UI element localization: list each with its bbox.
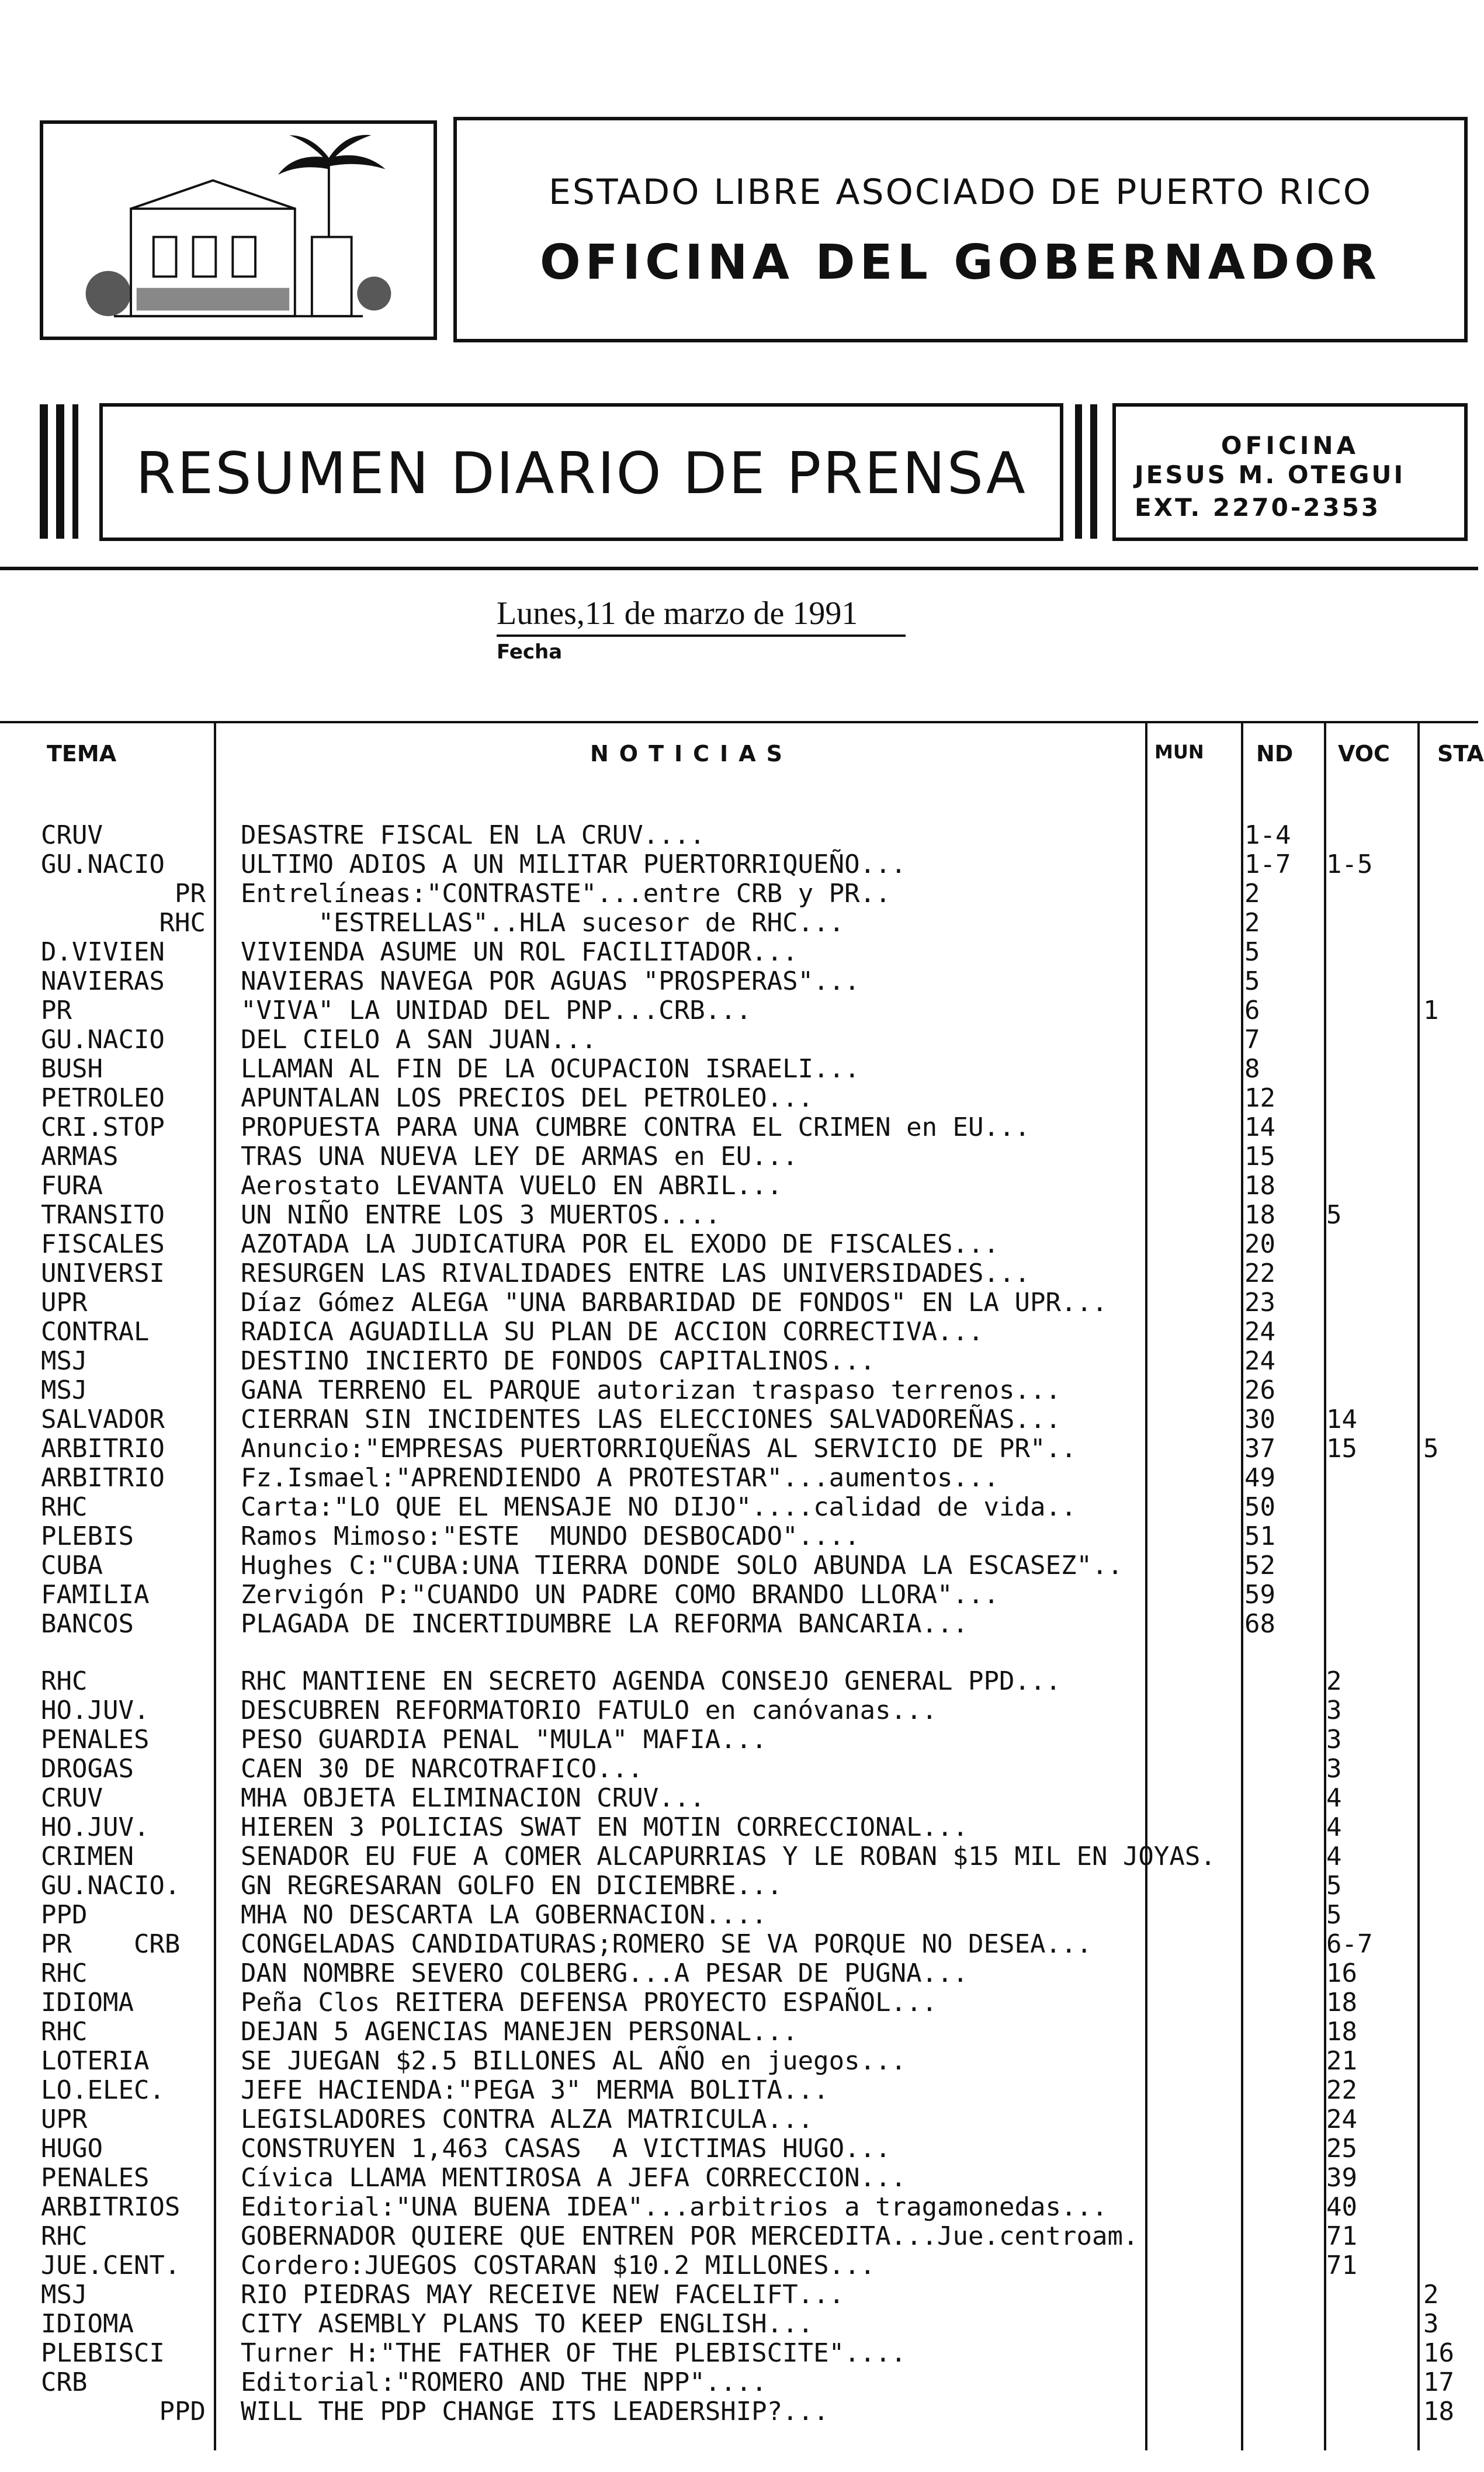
row-tema: D.VIVIEN: [41, 937, 165, 967]
table-row: [0, 1084, 1478, 1113]
row-voc: 6-7: [1326, 1929, 1373, 1959]
row-voc: 40: [1326, 2192, 1357, 2222]
row-noticia: PLAGADA DE INCERTIDUMBRE LA REFORMA BANCARIA...: [241, 1609, 969, 1639]
row-tema: UPR: [41, 2105, 88, 2134]
table-row: [0, 2134, 1478, 2164]
row-tema: CUBA: [41, 1551, 103, 1580]
table-row: [0, 850, 1478, 879]
table-row: [0, 1025, 1478, 1055]
row-noticia: CIERRAN SIN INCIDENTES LAS ELECCIONES SALVADOREÑAS...: [241, 1405, 1061, 1434]
table-row: [0, 1755, 1478, 1784]
row-nd: 30: [1244, 1405, 1275, 1434]
row-tema: HO.JUV.: [41, 1812, 150, 1842]
row-nd: 8: [1244, 1054, 1260, 1084]
office-extension: EXT. 2270-2353: [1135, 493, 1381, 522]
row-noticia: Zervigón P:"CUANDO UN PADRE COMO BRANDO LLORA"...: [241, 1580, 1000, 1610]
row-tema: PPD: [159, 2397, 206, 2426]
row-tema: SALVADOR: [41, 1405, 165, 1434]
table-row: [0, 1842, 1478, 1871]
row-noticia: Aerostato LEVANTA VUELO EN ABRIL...: [241, 1171, 783, 1201]
row-nd: 2: [1244, 908, 1260, 938]
row-tema: FURA: [41, 1171, 103, 1201]
row-noticia: Cordero:JUEGOS COSTARAN $10.2 MILLONES...: [241, 2251, 876, 2280]
row-noticia: RIO PIEDRAS MAY RECEIVE NEW FACELIFT...: [241, 2280, 845, 2310]
row-tema: PR CRB: [41, 1929, 181, 1959]
row-voc: 24: [1326, 2105, 1357, 2134]
row-tema: BANCOS: [41, 1609, 134, 1639]
row-voc: 39: [1326, 2163, 1357, 2193]
row-tema: LOTERIA: [41, 2046, 150, 2076]
table-row: [0, 1347, 1478, 1376]
row-tema: JUE.CENT.: [41, 2251, 181, 2280]
row-tema: UPR: [41, 1288, 88, 1318]
letterhead-box: [453, 117, 1468, 342]
row-tema: CRI.STOP: [41, 1112, 165, 1142]
row-tema: RHC: [41, 1958, 88, 1988]
decorative-bar: [40, 404, 48, 539]
row-nd: 37: [1244, 1434, 1275, 1464]
row-voc: 21: [1326, 2046, 1357, 2076]
column-header-nd: ND: [1256, 741, 1294, 767]
table-row: [0, 1405, 1478, 1434]
row-tema: RHC: [159, 908, 206, 938]
row-noticia: CITY ASEMBLY PLANS TO KEEP ENGLISH...: [241, 2309, 814, 2339]
state-name: ESTADO LIBRE ASOCIADO DE PUERTO RICO: [549, 172, 1372, 213]
row-tema: CRUV: [41, 820, 103, 850]
row-tema: PR: [41, 996, 72, 1025]
row-noticia: DEJAN 5 AGENCIAS MANEJEN PERSONAL...: [241, 2017, 798, 2047]
table-row: [0, 2280, 1478, 2310]
table-row: [0, 2047, 1478, 2076]
table-row: [0, 2251, 1478, 2280]
row-tema: CONTRAL: [41, 1317, 150, 1347]
row-voc: 3: [1326, 1725, 1342, 1755]
row-nd: 15: [1244, 1142, 1275, 1171]
decorative-bar: [1075, 404, 1082, 539]
table-row: [0, 1434, 1478, 1464]
date-label: Fecha: [497, 640, 563, 664]
row-nd: 5: [1244, 966, 1260, 996]
row-noticia: Editorial:"ROMERO AND THE NPP"....: [241, 2367, 767, 2397]
row-tema: IDIOMA: [41, 1988, 134, 2017]
office-label: OFICINA: [1221, 431, 1360, 460]
row-tema: PPD: [41, 1900, 88, 1930]
row-tema: ARMAS: [41, 1142, 119, 1171]
row-noticia: MHA NO DESCARTA LA GOBERNACION....: [241, 1900, 767, 1930]
row-noticia: DESTINO INCIERTO DE FONDOS CAPITALINOS...: [241, 1346, 876, 1376]
row-noticia: VIVIENDA ASUME UN ROL FACILITADOR...: [241, 937, 798, 967]
row-tema: MSJ: [41, 2280, 88, 2310]
table-header-rule: [0, 721, 1478, 723]
row-nd: 49: [1244, 1463, 1275, 1493]
row-nd: 52: [1244, 1551, 1275, 1580]
row-noticia: PROPUESTA PARA UNA CUMBRE CONTRA EL CRIMEN en EU...: [241, 1112, 1031, 1142]
row-tema: MSJ: [41, 1375, 88, 1405]
row-noticia: CONGELADAS CANDIDATURAS;ROMERO SE VA PORQUE NO DESEA...: [241, 1929, 1092, 1959]
row-noticia: CONSTRUYEN 1,463 CASAS A VICTIMAS HUGO...: [241, 2134, 891, 2164]
row-sta: 17: [1423, 2367, 1454, 2397]
row-tema: FISCALES: [41, 1229, 165, 1259]
row-noticia: GANA TERRENO EL PARQUE autorizan traspaso terrenos...: [241, 1375, 1061, 1405]
table-row: [0, 821, 1478, 850]
table-row: [0, 1522, 1478, 1551]
table-row: [0, 1230, 1478, 1259]
table-row: [0, 909, 1478, 938]
row-voc: 71: [1326, 2221, 1357, 2251]
office-contact-box: [1112, 403, 1468, 541]
table-row: [0, 1288, 1478, 1318]
report-title-box: [99, 403, 1063, 541]
table-row: [0, 2193, 1478, 2222]
row-tema: CRB: [41, 2367, 88, 2397]
row-nd: 51: [1244, 1521, 1275, 1551]
row-noticia: Peña Clos REITERA DEFENSA PROYECTO ESPAÑOL...: [241, 1988, 938, 2017]
row-sta: 1: [1423, 996, 1439, 1025]
row-tema: BUSH: [41, 1054, 103, 1084]
row-tema: TRANSITO: [41, 1200, 165, 1230]
office-name: OFICINA DEL GOBERNADOR: [539, 235, 1382, 290]
row-noticia: GOBERNADOR QUIERE QUE ENTREN POR MERCEDITA...Jue.centroam.: [241, 2221, 1139, 2251]
row-tema: CRUV: [41, 1783, 103, 1813]
row-noticia: DESCUBREN REFORMATORIO FATULO en canóvanas...: [241, 1696, 938, 1725]
table-row: [0, 1901, 1478, 1930]
date-underline: [497, 635, 906, 637]
table-row: [0, 1580, 1478, 1610]
row-tema: RHC: [41, 1666, 88, 1696]
table-row: [0, 938, 1478, 967]
row-noticia: ULTIMO ADIOS A UN MILITAR PUERTORRIQUEÑO...: [241, 850, 907, 879]
row-nd: 18: [1244, 1171, 1275, 1201]
table-row: [0, 1813, 1478, 1842]
decorative-bar: [1090, 404, 1097, 539]
row-noticia: Cívica LLAMA MENTIROSA A JEFA CORRECCION...: [241, 2163, 907, 2193]
table-row: [0, 879, 1478, 909]
table-row: [0, 996, 1478, 1025]
table-row: [0, 1113, 1478, 1142]
row-tema: PENALES: [41, 1725, 150, 1755]
row-noticia: DESASTRE FISCAL EN LA CRUV....: [241, 820, 705, 850]
row-voc: 5: [1326, 1871, 1342, 1901]
row-voc: 22: [1326, 2075, 1357, 2105]
table-row: [0, 1871, 1478, 1901]
row-sta: 3: [1423, 2309, 1439, 2339]
row-tema: LO.ELEC.: [41, 2075, 165, 2105]
table-row: [0, 1259, 1478, 1288]
table-row: [0, 1667, 1478, 1696]
table-row: [0, 2017, 1478, 2047]
row-voc: 71: [1326, 2251, 1357, 2280]
row-voc: 14: [1326, 1405, 1357, 1434]
row-voc: 2: [1326, 1666, 1342, 1696]
table-row: [0, 1055, 1478, 1084]
row-nd: 12: [1244, 1083, 1275, 1113]
row-noticia: LLAMAN AL FIN DE LA OCUPACION ISRAELI...: [241, 1054, 860, 1084]
row-tema: CRIMEN: [41, 1842, 134, 1871]
table-row: [0, 1988, 1478, 2017]
decorative-bar: [56, 404, 64, 539]
row-tema: RHC: [41, 2017, 88, 2047]
row-tema: HUGO: [41, 2134, 103, 2164]
column-header-sta: STA: [1437, 741, 1484, 767]
row-tema: ARBITRIO: [41, 1463, 165, 1493]
row-tema: PENALES: [41, 2163, 150, 2193]
row-tema: PETROLEO: [41, 1083, 165, 1113]
table-row: [0, 1201, 1478, 1230]
table-row: [0, 1725, 1478, 1755]
row-noticia: Turner H:"THE FATHER OF THE PLEBISCITE"....: [241, 2338, 907, 2368]
row-tema: DROGAS: [41, 1754, 134, 1784]
row-nd: 20: [1244, 1229, 1275, 1259]
table-row: [0, 1551, 1478, 1580]
row-voc: 15: [1326, 1434, 1357, 1464]
row-voc: 4: [1326, 1783, 1342, 1813]
row-noticia: RESURGEN LAS RIVALIDADES ENTRE LAS UNIVERSIDADES...: [241, 1258, 1031, 1288]
table-row: [0, 1493, 1478, 1522]
table-row: [0, 1784, 1478, 1813]
row-noticia: Entrelíneas:"CONTRASTE"...entre CRB y PR..: [241, 879, 891, 909]
table-row: [0, 2310, 1478, 2339]
row-nd: 59: [1244, 1580, 1275, 1610]
table-row: [0, 2164, 1478, 2193]
row-nd: 22: [1244, 1258, 1275, 1288]
row-voc: 1-5: [1326, 850, 1373, 879]
row-noticia: SE JUEGAN $2.5 BILLONES AL AÑO en juegos...: [241, 2046, 907, 2076]
column-header-mun: MUN: [1154, 741, 1204, 763]
row-noticia: NAVIERAS NAVEGA POR AGUAS "PROSPERAS"...: [241, 966, 860, 996]
table-row: [0, 967, 1478, 996]
row-voc: 18: [1326, 1988, 1357, 2017]
row-tema: NAVIERAS: [41, 966, 165, 996]
row-noticia: DEL CIELO A SAN JUAN...: [241, 1025, 597, 1055]
decorative-bar: [72, 404, 78, 539]
row-noticia: APUNTALAN LOS PRECIOS DEL PETROLEO...: [241, 1083, 814, 1113]
row-noticia: JEFE HACIENDA:"PEGA 3" MERMA BOLITA...: [241, 2075, 829, 2105]
table-row: [0, 2105, 1478, 2134]
table-row: [0, 1171, 1478, 1201]
report-date: Lunes,11 de marzo de 1991: [497, 595, 858, 632]
row-noticia: Editorial:"UNA BUENA IDEA"...arbitrios a tragamonedas...: [241, 2192, 1108, 2222]
table-row: [0, 2397, 1478, 2426]
row-sta: 18: [1423, 2397, 1454, 2426]
table-row: [0, 2222, 1478, 2251]
table-row: [0, 1959, 1478, 1988]
row-voc: 25: [1326, 2134, 1357, 2164]
row-voc: 3: [1326, 1754, 1342, 1784]
row-nd: 18: [1244, 1200, 1275, 1230]
row-sta: 2: [1423, 2280, 1439, 2310]
table-row: [0, 1696, 1478, 1725]
row-voc: 5: [1326, 1200, 1342, 1230]
column-header-noticias: NOTICIAS: [590, 741, 793, 767]
row-nd: 7: [1244, 1025, 1260, 1055]
row-noticia: Díaz Gómez ALEGA "UNA BARBARIDAD DE FONDOS" EN LA UPR...: [241, 1288, 1108, 1318]
row-tema: FAMILIA: [41, 1580, 150, 1610]
row-voc: 3: [1326, 1696, 1342, 1725]
row-tema: GU.NACIO: [41, 1025, 165, 1055]
row-nd: 26: [1244, 1375, 1275, 1405]
header-rule: [0, 567, 1478, 570]
row-nd: 6: [1244, 996, 1260, 1025]
governor-mansion-logo: [40, 120, 437, 340]
row-voc: 4: [1326, 1842, 1342, 1871]
row-noticia: LEGISLADORES CONTRA ALZA MATRICULA...: [241, 2105, 814, 2134]
row-nd: 24: [1244, 1317, 1275, 1347]
row-noticia: RADICA AGUADILLA SU PLAN DE ACCION CORRECTIVA...: [241, 1317, 984, 1347]
row-tema: GU.NACIO: [41, 850, 165, 879]
table-row: [0, 1464, 1478, 1493]
row-nd: 50: [1244, 1492, 1275, 1522]
row-noticia: CAEN 30 DE NARCOTRAFICO...: [241, 1754, 643, 1784]
table-row: [0, 1142, 1478, 1171]
table-row: [0, 1610, 1478, 1639]
row-noticia: "ESTRELLAS"..HLA sucesor de RHC...: [241, 908, 845, 938]
row-noticia: PESO GUARDIA PENAL "MULA" MAFIA...: [241, 1725, 767, 1755]
row-tema: PLEBISCI: [41, 2338, 165, 2368]
report-title: RESUMEN DIARIO DE PRENSA: [136, 441, 1027, 507]
row-noticia: GN REGRESARAN GOLFO EN DICIEMBRE...: [241, 1871, 783, 1901]
row-voc: 18: [1326, 2017, 1357, 2047]
row-tema: PR: [175, 879, 206, 909]
row-noticia: MHA OBJETA ELIMINACION CRUV...: [241, 1783, 705, 1813]
table-row: [0, 2339, 1478, 2368]
row-sta: 16: [1423, 2338, 1454, 2368]
row-tema: HO.JUV.: [41, 1696, 150, 1725]
row-noticia: UN NIÑO ENTRE LOS 3 MUERTOS....: [241, 1200, 721, 1230]
mansion-illustration: [43, 124, 434, 337]
row-tema: ARBITRIOS: [41, 2192, 181, 2222]
office-contact-name: JESUS M. OTEGUI: [1135, 460, 1406, 489]
row-noticia: Carta:"LO QUE EL MENSAJE NO DIJO"....calidad de vida..: [241, 1492, 1077, 1522]
row-voc: 16: [1326, 1958, 1357, 1988]
row-tema: GU.NACIO.: [41, 1871, 181, 1901]
row-noticia: "VIVA" LA UNIDAD DEL PNP...CRB...: [241, 996, 752, 1025]
row-tema: IDIOMA: [41, 2309, 134, 2339]
table-row: [0, 1376, 1478, 1405]
row-noticia: TRAS UNA NUEVA LEY DE ARMAS en EU...: [241, 1142, 798, 1171]
row-nd: 5: [1244, 937, 1260, 967]
row-noticia: Hughes C:"CUBA:UNA TIERRA DONDE SOLO ABUNDA LA ESCASEZ"..: [241, 1551, 1123, 1580]
row-nd: 68: [1244, 1609, 1275, 1639]
row-nd: 23: [1244, 1288, 1275, 1318]
row-voc: 4: [1326, 1812, 1342, 1842]
row-noticia: DAN NOMBRE SEVERO COLBERG...A PESAR DE PUGNA...: [241, 1958, 969, 1988]
table-row: [0, 1318, 1478, 1347]
row-nd: 14: [1244, 1112, 1275, 1142]
row-noticia: RHC MANTIENE EN SECRETO AGENDA CONSEJO GENERAL PPD...: [241, 1666, 1061, 1696]
row-noticia: SENADOR EU FUE A COMER ALCAPURRIAS Y LE ROBAN $15 MIL EN JOYAS.: [241, 1842, 1216, 1871]
table-row: [0, 2076, 1478, 2105]
row-noticia: WILL THE PDP CHANGE ITS LEADERSHIP?...: [241, 2397, 829, 2426]
row-noticia: Fz.Ismael:"APRENDIENDO A PROTESTAR"...aumentos...: [241, 1463, 1000, 1493]
row-noticia: HIEREN 3 POLICIAS SWAT EN MOTIN CORRECCIONAL...: [241, 1812, 969, 1842]
row-sta: 5: [1423, 1434, 1439, 1464]
table-row: [0, 2368, 1478, 2397]
row-noticia: Ramos Mimoso:"ESTE MUNDO DESBOCADO"....: [241, 1521, 860, 1551]
row-tema: UNIVERSI: [41, 1258, 165, 1288]
table-row: [0, 1930, 1478, 1959]
row-nd: 1-7: [1244, 850, 1291, 879]
row-nd: 2: [1244, 879, 1260, 909]
row-nd: 1-4: [1244, 820, 1291, 850]
column-header-tema: TEMA: [47, 741, 117, 767]
row-tema: RHC: [41, 1492, 88, 1522]
row-voc: 5: [1326, 1900, 1342, 1930]
row-tema: MSJ: [41, 1346, 88, 1376]
column-header-voc: VOC: [1338, 741, 1390, 767]
row-nd: 24: [1244, 1346, 1275, 1376]
row-tema: RHC: [41, 2221, 88, 2251]
row-noticia: AZOTADA LA JUDICATURA POR EL EXODO DE FISCALES...: [241, 1229, 1000, 1259]
row-noticia: Anuncio:"EMPRESAS PUERTORRIQUEÑAS AL SERVICIO DE PR"..: [241, 1434, 1077, 1464]
row-tema: ARBITRIO: [41, 1434, 165, 1464]
row-tema: PLEBIS: [41, 1521, 134, 1551]
